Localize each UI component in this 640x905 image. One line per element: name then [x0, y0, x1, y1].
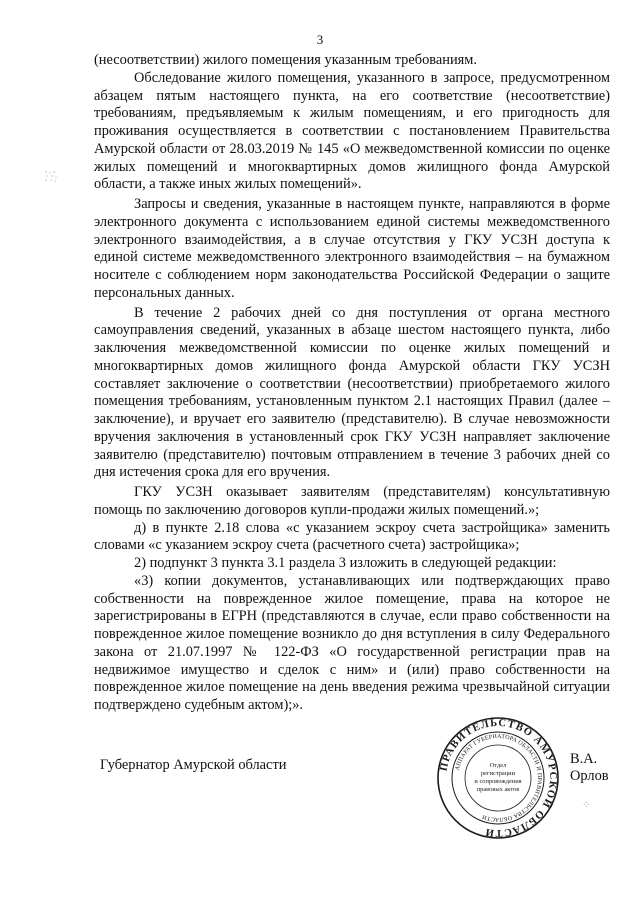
paragraph-1: (несоответствии) жилого помещения указанным требованиям.: [94, 52, 477, 68]
paragraph-3: Запросы и сведения, указанные в настоящем пункте, направляются в форме электронного документа с использованием единой системы межведомственного электронного взаимодействия, а в случае отсутствия у ГКУ УСЗН доступа к единой системе межведомственного электронного взаимодействия – на бумажном носителе с соблюдением норм законодательства Российской Федерации о защите персональных данных.: [94, 196, 610, 301]
stamp-center-line-1: Отдел: [489, 762, 507, 769]
stamp-inner-text: АППАРАТ ГУБЕРНАТОРА ОБЛАСТИ И ПРАВИТЕЛЬСТВА ОБЛАСТИ: [454, 733, 543, 823]
document-body: [94, 52, 610, 715]
stamp-center-line-2: регистрации: [480, 770, 516, 777]
stamp-center-line-3: и сопровождения: [474, 778, 522, 785]
paragraph-7: 2) подпункт 3 пункта 3.1 раздела 3 изложить в следующей редакции:: [134, 555, 557, 571]
paragraph-4: В течение 2 рабочих дней со дня поступления от органа местного самоуправления сведений, указанных в абзаце шестом настоящего пункта, либо заключения межведомственной комиссии по оценке жилых помещений и многоквартирных домов жилищного фонда Амурской области ГКУ УСЗН составляет заключение о соответствии (несоответствии) приобретаемого жилого помещения требованиям, установленным пунктом 2.1 настоящих Правил (далее – заключение), и вручает его заявителю (представителю). В случае невозможности вручения заключения в установленный срок ГКУ УСЗН направляет заключение заявителю (представителю) почтовым отправлением в течение 3 рабочих дней со дня истечения срока для его вручения.: [94, 304, 610, 481]
scan-corner-mark: ⁘: [582, 800, 591, 811]
signatory-name: В.А. Орлов: [570, 751, 609, 784]
scan-speck-mark: [44, 170, 58, 182]
paragraph-8: «3) копии документов, устанавливающих или подтверждающих право собственности на поврежденное жилое помещение, права на которое не зарегистрированы в ЕГРН (представляются в случае, если право собственности на поврежденное жилое помещение возникло до дня вступления в силу Федерального закона от 21.07.1997 № 122-ФЗ «О государственной регистрации прав на недвижимое имущество и сделок с ним» и (или) право собственности на поврежденное жилое помещение на день введения режима чрезвычайной ситуации подтверждено судебным актом);».: [94, 572, 610, 713]
stamp-outer-text: ПРАВИТЕЛЬСТВО АМУРСКОЙ ОБЛАСТИ: [438, 717, 559, 839]
paragraph-6: д) в пункте 2.18 слова «с указанием эскроу счета застройщика» заменить словами «с указанием эскроу счета (расчетного счета) застройщика»;: [94, 519, 610, 554]
paragraph-2: Обследование жилого помещения, указанного в запросе, предусмотренном абзацем пятым настоящего пункта, на его соответствие (несоответствие) требованиям, предъявляемым к жилым помещениям, и его пригодность для проживания осуществляется в соответствии с постановлением Правительства Амурской области от 28.03.2019 № 145 «О межведомственной комиссии по оценке жилых помещений и многоквартирных домов жилищного фонда Амурской области, а также иных жилых помещений».: [94, 69, 610, 193]
signatory-title: Губернатор Амурской области: [100, 757, 287, 773]
official-seal-stamp: [436, 716, 560, 840]
paragraph-5: ГКУ УСЗН оказывает заявителям (представителям) консультативную помощь по заключению договоров купли-продажи жилых помещений.»;: [94, 484, 610, 518]
stamp-center-line-4: правовых актов: [476, 786, 520, 793]
page-number: 3: [316, 32, 324, 47]
